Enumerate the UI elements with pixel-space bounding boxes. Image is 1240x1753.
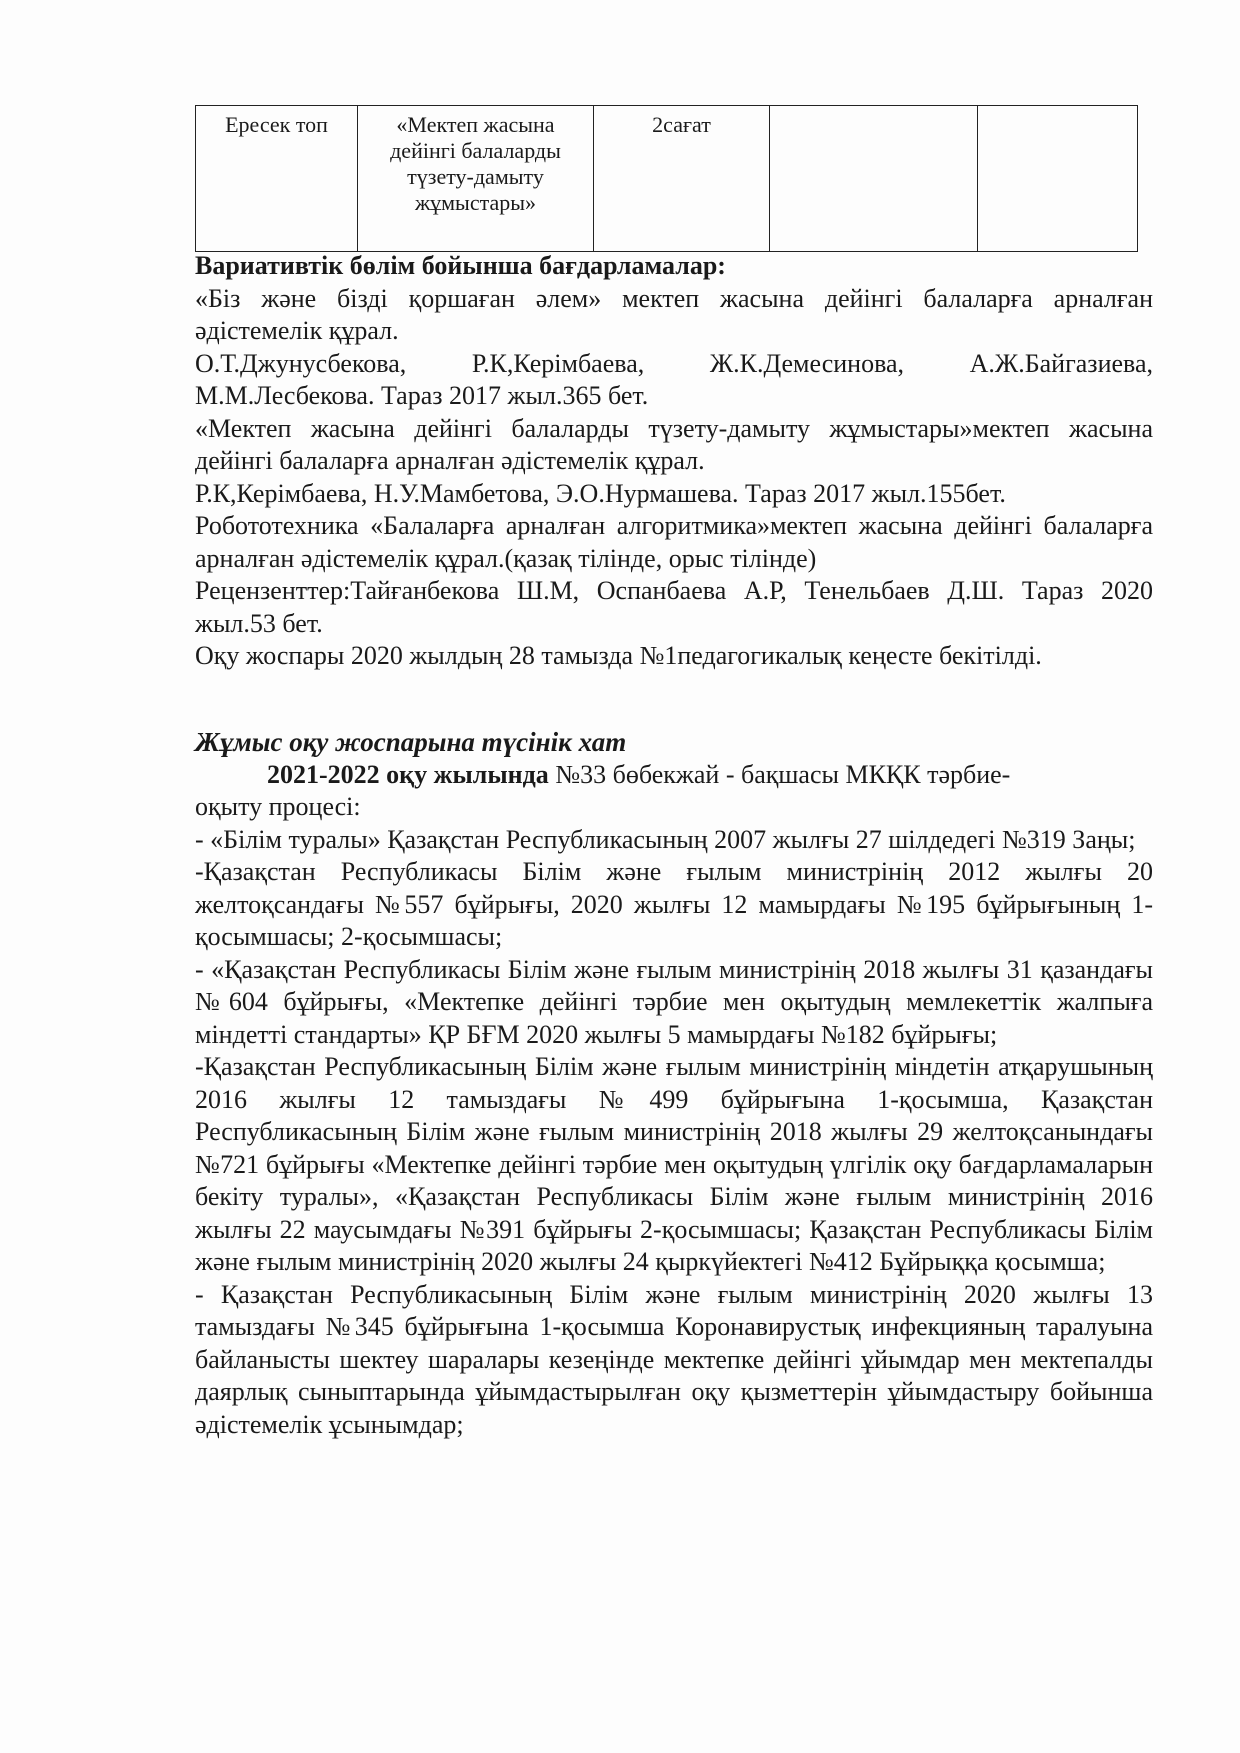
list-item: - Қазақстан Республикасының Білім және ғылым министрінің 2020 жылғы 13 тамыздағы №345 бұйрығына 1-қосымша Коронавирустық инфекцияның таралуына байланысты шектеу шаралары кезеңінде мектепке дейінгі ұйымдар мен мектепалды даярлық сыныптарында ұйымдастырылған оқу қызметтерін ұйымдастыру бойынша әдістемелік ұсынымдар; bbox=[195, 1279, 1153, 1439]
section-subtitle bbox=[195, 759, 1153, 792]
list-item: -Қазақстан Республикасының Білім және ғылым министрінің міндетін атқарушының 2016 жылғы 12 тамыздағы №499 бұйрығына 1-қосымша, Қазақстан Республикасының Білім және ғылым министрінің 2018 жылғы 29 желтоқсанындағы №721 бұйрығы «Мектепке дейінгі тәрбие мен оқытудың үлгілік оқу бағдарламаларын бекіту туралы», «Қазақстан Республикасы Білім және ғылым министрінің 2016 жылғы 22 маусымдағы №391 бұйрығы 2-қосымшасы; Қазақстан Республикасы Білім және ғылым министрінің 2020 жылғы 24 қыркүйектегі №412 Бұйрыққа қосымша; bbox=[195, 1052, 1153, 1276]
hours-cell: 2сағат bbox=[594, 106, 770, 252]
document-body bbox=[195, 250, 1153, 1441]
empty-cell bbox=[770, 106, 978, 252]
paragraph: Р.К,Керімбаева, Н.У.Мамбетова, Э.О.Нурмашева. Тараз 2017 жыл.155бет. bbox=[195, 478, 1006, 508]
section-title: Жұмыс оқу жоспарына түсінік хат bbox=[195, 726, 627, 757]
paragraph: «Біз және бізді қоршаған әлем» мектеп жасына дейінгі балаларға арналған әдістемелік құрал. bbox=[195, 283, 1153, 345]
list-item: - «Білім туралы» Қазақстан Республикасының 2007 жылғы 27 шілдедегі №319 Заңы; bbox=[195, 824, 1136, 854]
paragraph: Оқу жоспары 2020 жылдың 28 тамызда №1педагогикалық кеңесте бекітілді. bbox=[195, 641, 1042, 670]
table-row bbox=[196, 106, 1138, 252]
paragraph: «Мектеп жасына дейінгі балаларды түзету-дамыту жұмыстары»мектеп жасына дейінгі балаларға арналған әдістемелік құрал. bbox=[195, 413, 1153, 475]
subtitle-rest: №33 бөбекжай - бақшасы МКҚК тәрбие- bbox=[548, 759, 1011, 789]
list-item: - «Қазақстан Республикасы Білім және ғылым министрінің 2018 жылғы 31 қазандағы №604 бұйрығы, «Мектепке дейінгі тәрбие мен оқытудың мемлекеттік жалпыға міндетті стандарты» ҚР БҒМ 2020 жылғы 5 мамырдағы №182 бұйрығы; bbox=[195, 954, 1153, 1049]
paragraph: Рецензенттер:Тайғанбекова Ш.М, Оспанбаева А.Р, Тенельбаев Д.Ш. Тараз 2020 жыл.53 бет. bbox=[195, 576, 1153, 638]
empty-cell bbox=[978, 106, 1138, 252]
group-cell: Ересек топ bbox=[196, 106, 358, 252]
curriculum-table bbox=[195, 105, 1138, 252]
subtitle-bold: 2021-2022 оқу жылында bbox=[267, 759, 549, 789]
variative-heading: Вариативтік бөлім бойынша бағдарламалар: bbox=[195, 251, 726, 280]
paragraph: Робототехника «Балаларға арналған алгоритмика»мектеп жасына дейінгі балаларға арналған әдістемелік құрал.(қазақ тілінде, орыс тілінде) bbox=[195, 511, 1153, 573]
list-item: -Қазақстан Республикасы Білім және ғылым министрінің 2012 жылғы 20 желтоқсандағы №557 бұйрығы, 2020 жылғы 12 мамырдағы №195 бұйрығының 1-қосымшасы; 2-қосымшасы; bbox=[195, 857, 1153, 951]
program-cell: «Мектеп жасына дейінгі балаларды түзету-дамыту жұмыстары» bbox=[358, 106, 594, 252]
paragraph: О.Т.Джунусбекова, Р.К,Керімбаева, Ж.К.Демесинова, А.Ж.Байгазиева, М.М.Лесбекова. Тараз 2017 жыл.365 бет. bbox=[195, 348, 1153, 410]
subtitle-continuation: оқыту процесі: bbox=[195, 792, 361, 821]
